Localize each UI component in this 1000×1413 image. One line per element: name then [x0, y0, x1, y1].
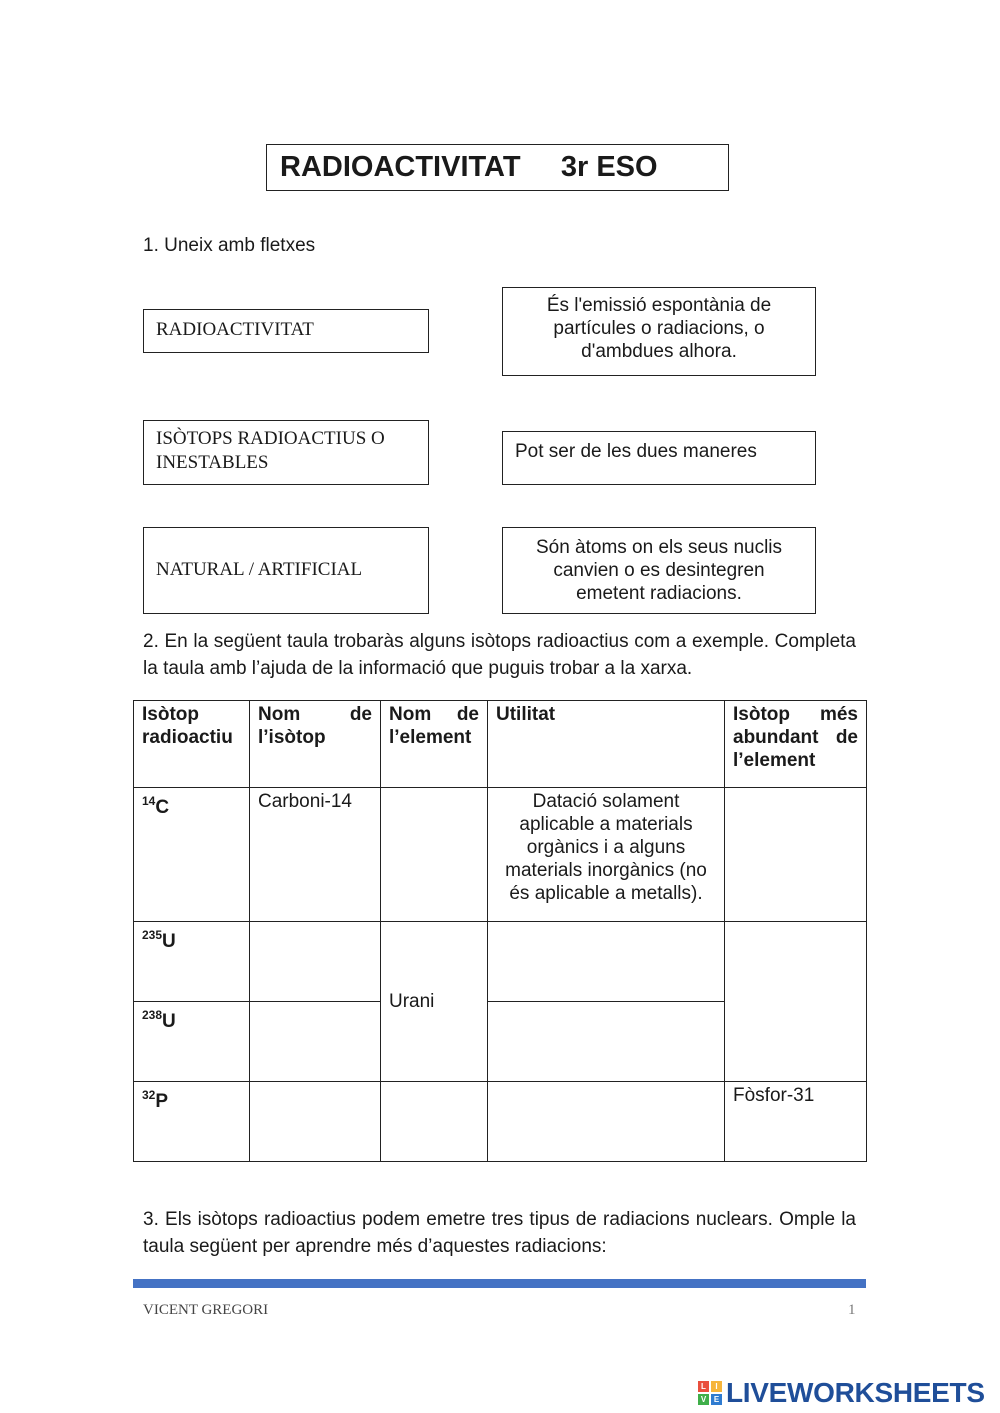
match-left-isotops[interactable]: ISÒTOPS RADIOACTIUS O INESTABLES	[143, 420, 429, 485]
liveworksheets-brand	[698, 1378, 985, 1408]
isotope-symbol: $^{238}$U	[142, 1008, 176, 1032]
header-utilitat: Utilitat	[488, 701, 725, 788]
isotope-symbol: $^{14}$C	[142, 794, 170, 818]
question-2-prompt: 2. En la següent taula trobaràs alguns isòtops radioactius com a exemple. Completa la taula amb l’ajuda de la informació que puguis trobar a la xarxa.	[143, 631, 856, 679]
match-right-dues-maneres[interactable]: Pot ser de les dues maneres	[502, 431, 816, 485]
cell-abundant-input[interactable]	[725, 788, 867, 922]
header-nom-isotop: Nom de l’isòtop	[250, 701, 381, 788]
match-right-definition-radioactivitat[interactable]: És l'emissió espontània de partícules o radiacions, o d'ambdues alhora.	[502, 287, 816, 376]
liveworksheets-logo-icon: L I V E	[698, 1381, 722, 1405]
cell-isotope-name-input[interactable]	[250, 1002, 381, 1082]
header-nom-element: Nom de l’element	[381, 701, 488, 788]
cell-element-input[interactable]	[381, 788, 488, 922]
header-isotop: Isòtop radioactiu	[134, 701, 250, 788]
footer-author: VICENT GREGORI	[143, 1302, 269, 1318]
cell-use-input[interactable]	[488, 922, 725, 1002]
cell-abundant: Fòsfor-31	[725, 1082, 867, 1162]
table-row	[134, 788, 867, 922]
question-3-prompt: 3. Els isòtops radioactius podem emetre tres tipus de radiacions nuclears. Omple la taula següent per aprendre més d’aquestes radiacions:	[143, 1209, 856, 1257]
isotope-symbol: $^{32}$P	[142, 1088, 169, 1112]
cell-isotope-name-input[interactable]	[250, 922, 381, 1002]
brand-name: LIVEWORKSHEETS	[726, 1377, 985, 1408]
page-title: RADIOACTIVITAT 3r ESO	[266, 144, 729, 191]
cell-use-input[interactable]	[488, 1002, 725, 1082]
cell-isotope-name-input[interactable]	[250, 1082, 381, 1162]
table-row	[134, 922, 867, 1002]
isotope-table	[133, 700, 867, 1162]
cell-use-input[interactable]	[488, 1082, 725, 1162]
cell-use: Datació solament aplicable a materials orgànics i a alguns materials inorgànics (no és aplicable a metalls).	[488, 788, 725, 922]
header-isotop-abundant: Isòtop més abundant de l’element	[725, 701, 867, 788]
cell-element-input[interactable]	[381, 1082, 488, 1162]
table-row	[134, 1082, 867, 1162]
isotope-symbol: $^{235}$U	[142, 928, 176, 952]
match-left-natural-artificial[interactable]: NATURAL / ARTIFICIAL	[143, 527, 429, 614]
match-right-definition-isotops[interactable]: Són àtoms on els seus nuclis canvien o es desintegren emetent radiacions.	[502, 527, 816, 614]
page-number: 1	[848, 1302, 856, 1318]
question-1-prompt: 1. Uneix amb fletxes	[143, 235, 316, 256]
footer-divider	[133, 1279, 866, 1288]
match-left-radioactivitat[interactable]: RADIOACTIVITAT	[143, 309, 429, 353]
cell-abundant-input[interactable]	[725, 922, 867, 1082]
cell-element-urani: Urani	[381, 922, 488, 1082]
cell-isotope-name: Carboni-14	[250, 788, 381, 922]
